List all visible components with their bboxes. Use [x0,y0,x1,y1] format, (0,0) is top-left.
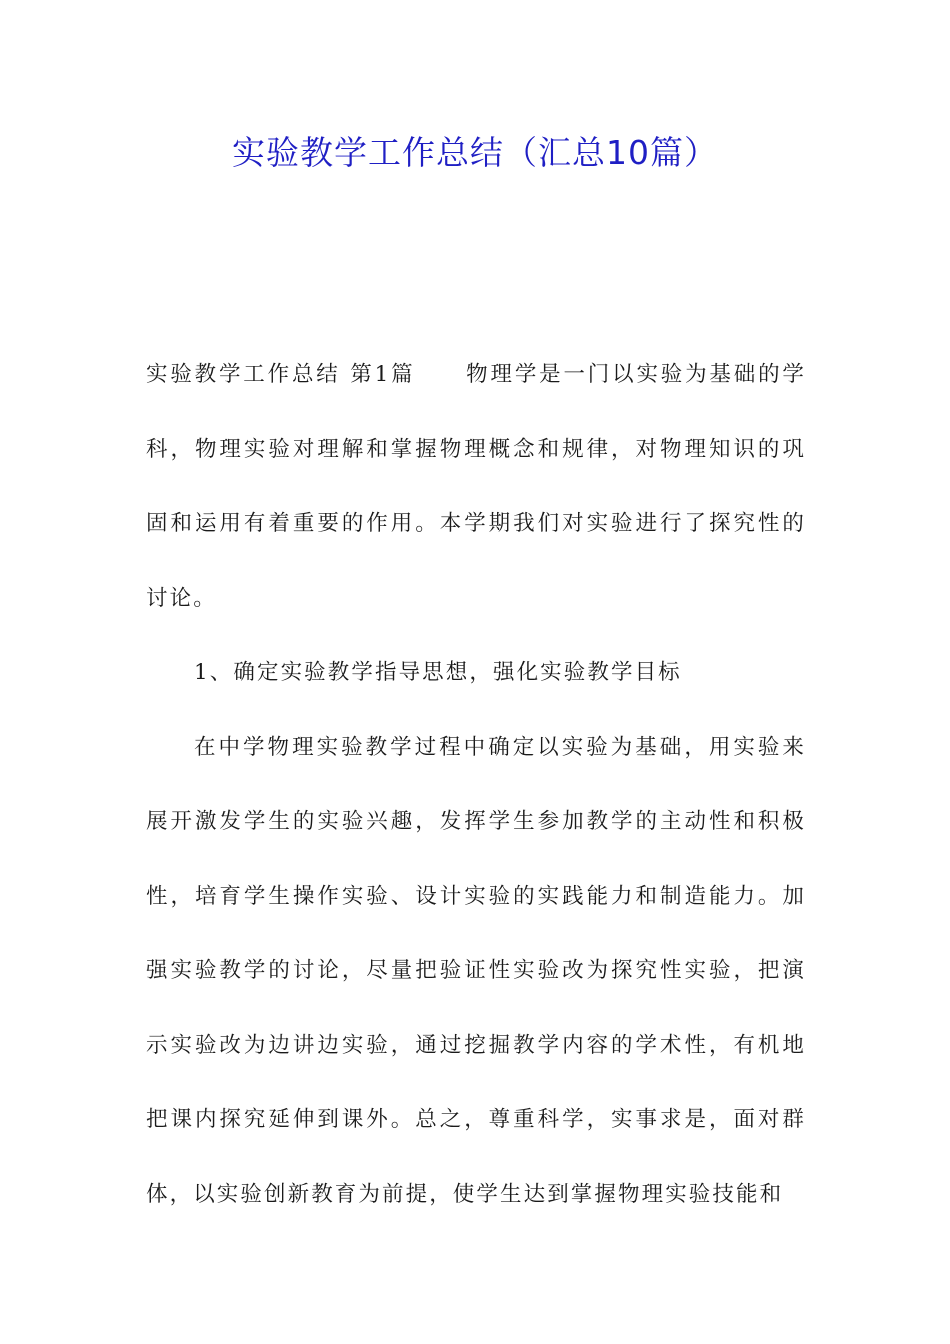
paragraph-2-heading: 1、确定实验教学指导思想，强化实验教学目标 [194,660,682,685]
paragraph-1 [146,338,806,636]
document-title: 实验教学工作总结（汇总10篇） [232,133,718,172]
document-body [146,338,806,1232]
paragraph-1-text: 物理学是一门以实验为基础的学科，物理实验对理解和掌握物理概念和规律，对物理知识的巩固和运用有着重要的作用。本学期我们对实验进行了探究性的讨论。 [146,362,807,611]
article-label: 实验教学工作总结 第1篇 [146,362,416,387]
paragraph-3: 在中学物理实验教学过程中确定以实验为基础，用实验来展开激发学生的实验兴趣，发挥学生参加教学的主动性和积极性，培育学生操作实验、设计实验的实践能力和制造能力。加强实验教学的讨论，尽量把验证性实验改为探究性实验，把演示实验改为边讲边实验，通过挖掘教学内容的学术性，有机地把课内探究延伸到课外。总之，尊重科学，实事求是，面对群体，以实验创新教育为前提，使学生达到掌握物理实验技能和 [146,734,806,1207]
